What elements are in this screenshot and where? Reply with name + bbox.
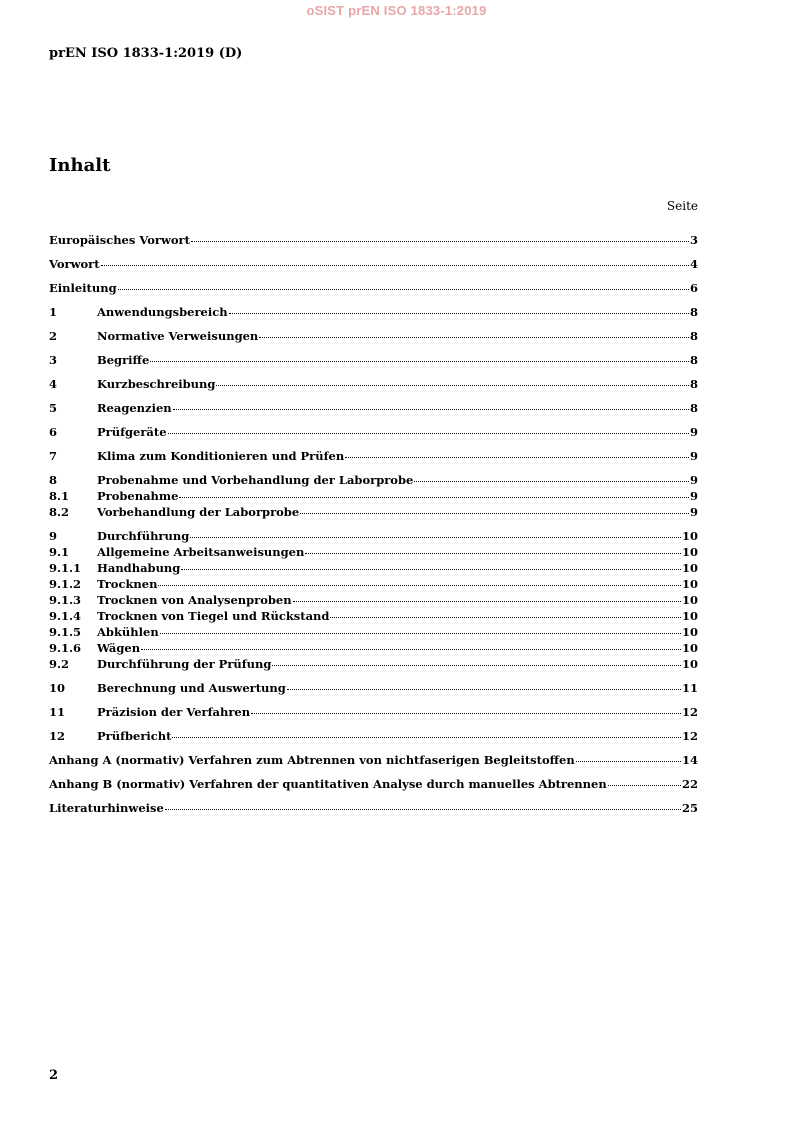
toc-entry-number: 9 — [49, 529, 58, 543]
toc-entry-number: 9.1.6 — [49, 641, 82, 655]
toc-entry-number: 8.1 — [49, 489, 70, 503]
toc-dot-leader — [259, 325, 689, 338]
toc-entry-title: Kurzbeschreibung — [97, 377, 216, 391]
toc-entry-number: 8 — [49, 473, 58, 487]
toc-entry-page: 12 — [681, 729, 698, 743]
toc-dot-leader — [172, 725, 681, 738]
table-of-contents — [49, 231, 698, 815]
toc-entry-number: 9.1.3 — [49, 593, 82, 607]
toc-dot-leader — [190, 525, 681, 538]
toc-entry-title: Vorbehandlung der Laborprobe — [97, 505, 300, 519]
toc-entry-number: 8.2 — [49, 505, 70, 519]
toc-entry[interactable] — [49, 303, 698, 319]
toc-dot-leader — [345, 445, 689, 458]
toc-entry-title: Reagenzien — [97, 401, 172, 415]
toc-entry[interactable] — [49, 679, 698, 695]
page-column-label: Seite — [666, 199, 698, 213]
toc-dot-leader — [293, 589, 681, 602]
toc-entry-title: Europäisches Vorwort — [49, 233, 190, 247]
toc-dot-leader — [414, 469, 689, 482]
toc-entry[interactable] — [49, 375, 698, 391]
toc-entry[interactable] — [49, 231, 698, 247]
toc-entry-page: 9 — [689, 473, 698, 487]
toc-entry-number: 12 — [49, 729, 66, 743]
toc-entry-page: 3 — [689, 233, 698, 247]
toc-entry-number: 9.1.4 — [49, 609, 82, 623]
toc-entry[interactable] — [49, 279, 698, 295]
toc-dot-leader — [168, 421, 689, 434]
toc-entry-page: 12 — [681, 705, 698, 719]
toc-entry-page: 8 — [689, 377, 698, 391]
toc-entry[interactable] — [49, 423, 698, 439]
toc-entry[interactable] — [49, 799, 698, 815]
document-id: prEN ISO 1833-1:2019 (D) — [49, 46, 243, 61]
toc-entry-number: 10 — [49, 681, 66, 695]
toc-entry-title: Begriffe — [97, 353, 150, 367]
toc-entry[interactable] — [49, 727, 698, 743]
toc-dot-leader — [150, 349, 689, 362]
toc-entry[interactable] — [49, 351, 698, 367]
toc-entry-title: Probenahme und Vorbehandlung der Laborprobe — [97, 473, 414, 487]
toc-dot-leader — [576, 749, 681, 762]
toc-dot-leader — [330, 605, 681, 618]
toc-entry-number: 9.2 — [49, 657, 70, 671]
toc-dot-leader — [141, 637, 681, 650]
toc-dot-leader — [101, 253, 689, 266]
toc-entry-page: 4 — [689, 257, 698, 271]
toc-entry-title: Abkühlen — [97, 625, 159, 639]
toc-entry-page: 10 — [681, 561, 698, 575]
toc-entry-title: Durchführung — [97, 529, 190, 543]
toc-entry[interactable] — [49, 327, 698, 343]
toc-dot-leader — [179, 485, 689, 498]
toc-entry[interactable] — [49, 655, 698, 671]
toc-entry-title: Normative Verweisungen — [97, 329, 259, 343]
page-title: Inhalt — [49, 155, 111, 176]
toc-entry-number: 4 — [49, 377, 58, 391]
toc-entry-title: Handhabung — [97, 561, 181, 575]
toc-dot-leader — [272, 653, 681, 666]
toc-dot-leader — [191, 229, 689, 242]
toc-dot-leader — [300, 501, 689, 514]
toc-dot-leader — [251, 701, 681, 714]
toc-entry[interactable] — [49, 751, 698, 767]
toc-entry-title: Probenahme — [97, 489, 179, 503]
toc-dot-leader — [229, 301, 689, 314]
toc-entry-title: Anwendungsbereich — [97, 305, 228, 319]
toc-entry-page: 10 — [681, 657, 698, 671]
toc-entry-page: 14 — [681, 753, 698, 767]
toc-dot-leader — [160, 621, 681, 634]
toc-entry-page: 10 — [681, 545, 698, 559]
toc-dot-leader — [158, 573, 681, 586]
watermark: oSIST prEN ISO 1833-1:2019 — [306, 3, 487, 18]
toc-entry-number: 1 — [49, 305, 58, 319]
toc-entry-title: Trocknen — [97, 577, 158, 591]
toc-dot-leader — [165, 797, 681, 810]
toc-entry-page: 11 — [681, 681, 698, 695]
toc-entry-number: 11 — [49, 705, 66, 719]
toc-entry-title: Prüfbericht — [97, 729, 172, 743]
toc-entry-number: 9.1.1 — [49, 561, 82, 575]
toc-entry-title: Klima zum Konditionieren und Prüfen — [97, 449, 345, 463]
toc-entry-number: 9.1.5 — [49, 625, 82, 639]
toc-entry-page: 10 — [681, 609, 698, 623]
toc-entry-title: Trocknen von Analysenproben — [97, 593, 292, 607]
toc-entry-number: 6 — [49, 425, 58, 439]
toc-entry-number: 2 — [49, 329, 58, 343]
toc-entry-title: Einleitung — [49, 281, 117, 295]
toc-entry-page: 9 — [689, 489, 698, 503]
toc-dot-leader — [181, 557, 681, 570]
toc-entry-number: 9.1 — [49, 545, 70, 559]
toc-entry-title: Wägen — [97, 641, 141, 655]
toc-entry-title: Anhang A (normativ) Verfahren zum Abtrennen von nichtfaserigen Begleitstoffen — [49, 753, 575, 767]
toc-entry-number: 5 — [49, 401, 58, 415]
toc-entry-title: Präzision der Verfahren — [97, 705, 251, 719]
toc-entry-title: Anhang B (normativ) Verfahren der quantitativen Analyse durch manuelles Abtrennen — [49, 777, 607, 791]
toc-entry-title: Allgemeine Arbeitsanweisungen — [97, 545, 305, 559]
toc-dot-leader — [287, 677, 681, 690]
toc-entry-page: 6 — [689, 281, 698, 295]
toc-entry[interactable] — [49, 447, 698, 463]
footer-page-number: 2 — [49, 1068, 59, 1083]
toc-entry[interactable] — [49, 775, 698, 791]
toc-entry[interactable] — [49, 255, 698, 271]
toc-entry-title: Vorwort — [49, 257, 100, 271]
toc-dot-leader — [173, 397, 689, 410]
toc-entry-title: Prüfgeräte — [97, 425, 167, 439]
toc-entry-page: 9 — [689, 505, 698, 519]
toc-entry-page: 10 — [681, 641, 698, 655]
toc-entry-page: 22 — [681, 777, 698, 791]
toc-entry-page: 9 — [689, 449, 698, 463]
toc-entry[interactable] — [49, 703, 698, 719]
toc-entry-page: 10 — [681, 529, 698, 543]
toc-entry-title: Trocknen von Tiegel und Rückstand — [97, 609, 330, 623]
toc-entry-title: Literaturhinweise — [49, 801, 164, 815]
toc-dot-leader — [305, 541, 681, 554]
toc-entry-number: 3 — [49, 353, 58, 367]
toc-entry-page: 10 — [681, 625, 698, 639]
toc-entry-page: 8 — [689, 305, 698, 319]
toc-entry-page: 9 — [689, 425, 698, 439]
toc-entry-title: Durchführung der Prüfung — [97, 657, 272, 671]
toc-entry-number: 9.1.2 — [49, 577, 82, 591]
toc-entry-page: 8 — [689, 353, 698, 367]
toc-entry-page: 25 — [681, 801, 698, 815]
toc-dot-leader — [608, 773, 681, 786]
toc-entry-page: 10 — [681, 577, 698, 591]
toc-entry-number: 7 — [49, 449, 58, 463]
toc-entry[interactable] — [49, 503, 698, 519]
toc-dot-leader — [118, 277, 689, 290]
toc-entry-title: Berechnung und Auswertung — [97, 681, 286, 695]
toc-entry-page: 8 — [689, 401, 698, 415]
toc-entry-page: 8 — [689, 329, 698, 343]
toc-dot-leader — [216, 373, 689, 386]
toc-entry[interactable] — [49, 399, 698, 415]
toc-entry-page: 10 — [681, 593, 698, 607]
